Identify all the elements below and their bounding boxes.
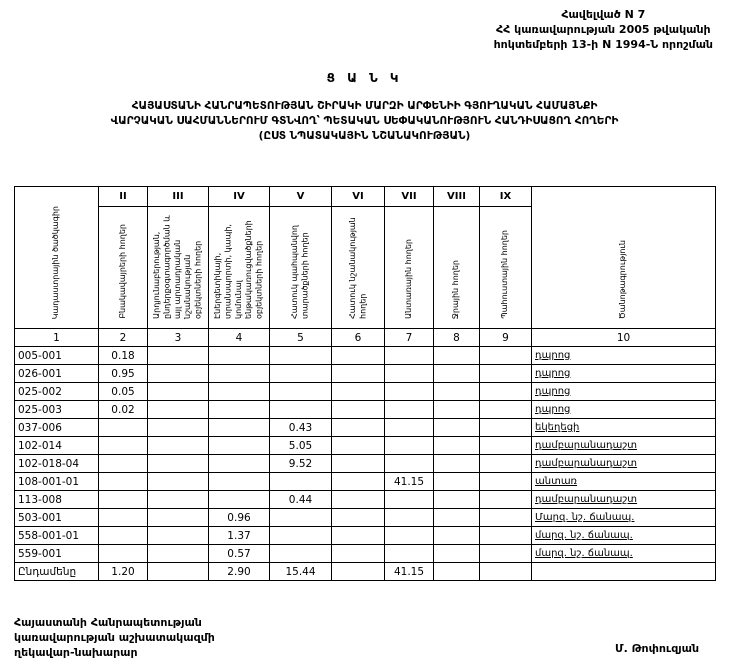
table-row: [15, 527, 716, 545]
note-cell: [532, 509, 716, 527]
area-value-cell: [332, 455, 385, 473]
area-value-cell: [270, 401, 332, 419]
note-text: անտառ: [535, 476, 578, 487]
note-text: դպրոց: [535, 368, 571, 379]
area-value-cell: [148, 563, 209, 581]
table-row: [15, 455, 716, 473]
header-industrial-lands: [148, 207, 209, 329]
total-row: [15, 563, 716, 581]
note-text: դպրոց: [535, 404, 571, 415]
appendix-line-1: Հավելված N 7: [561, 8, 646, 21]
header-note-label: Ծանոթագրություն: [618, 239, 628, 319]
header-water-lands-label: Ջրային հողեր: [451, 259, 461, 319]
note-cell: [532, 455, 716, 473]
header-cadastral-code: [15, 187, 99, 329]
roman-numeral-VII: VII: [385, 187, 434, 207]
cadastral-code-cell: 025-003: [15, 401, 99, 419]
area-value-cell: 41.15: [385, 473, 434, 491]
area-value-cell: 5.05: [270, 437, 332, 455]
area-value-cell: [332, 401, 385, 419]
table-row: [15, 437, 716, 455]
area-value-cell: [434, 509, 480, 527]
note-text: դպրոց: [535, 350, 571, 361]
area-value-cell: [148, 419, 209, 437]
area-value-cell: [480, 491, 532, 509]
area-value-cell: [480, 509, 532, 527]
note-cell: [532, 383, 716, 401]
column-number-4: 4: [209, 329, 270, 347]
area-value-cell: [209, 347, 270, 365]
area-value-cell: [148, 491, 209, 509]
header-protected-lands: [270, 207, 332, 329]
area-value-cell: [209, 365, 270, 383]
area-value-cell: [480, 365, 532, 383]
header-reserve-lands-label: Պահուստային հողեր: [500, 230, 510, 319]
area-value-cell: [480, 473, 532, 491]
note-cell: [532, 563, 716, 581]
area-value-cell: 0.95: [99, 365, 148, 383]
area-value-cell: [480, 455, 532, 473]
area-value-cell: [332, 347, 385, 365]
appendix-line-3: հոկտեմբերի 13-ի N 1994-Ն որոշման: [493, 37, 713, 51]
column-number-1: 1: [15, 329, 99, 347]
table-row: [15, 473, 716, 491]
cadastral-code-cell: 102-014: [15, 437, 99, 455]
column-number-6: 6: [332, 329, 385, 347]
area-value-cell: [385, 509, 434, 527]
table-body: [15, 347, 716, 581]
area-value-cell: [480, 419, 532, 437]
cadastral-code-cell: 102-018-04: [15, 455, 99, 473]
column-number-2: 2: [99, 329, 148, 347]
roman-numeral-II: II: [99, 187, 148, 207]
note-cell: [532, 491, 716, 509]
note-text: մարզ. նշ. ճանապ.: [535, 530, 633, 541]
cadastral-code-cell: 558-001-01: [15, 527, 99, 545]
area-value-cell: [148, 365, 209, 383]
area-value-cell: [332, 527, 385, 545]
area-value-cell: 2.90: [209, 563, 270, 581]
area-value-cell: [434, 455, 480, 473]
area-value-cell: [385, 491, 434, 509]
area-value-cell: 0.43: [270, 419, 332, 437]
area-value-cell: [209, 383, 270, 401]
area-value-cell: [99, 509, 148, 527]
note-text: եկեղեցի: [535, 422, 580, 433]
header-special-purpose-lands-label: Հատուկ նշանակության հողեր: [347, 217, 367, 319]
area-value-cell: [209, 437, 270, 455]
area-value-cell: [385, 347, 434, 365]
area-value-cell: 0.18: [99, 347, 148, 365]
column-number-8: 8: [434, 329, 480, 347]
area-value-cell: 0.05: [99, 383, 148, 401]
note-cell: [532, 347, 716, 365]
header-settlement-lands-label: Բնակավայրերի հողեր: [117, 224, 127, 319]
area-value-cell: 0.44: [270, 491, 332, 509]
header-infrastructure-lands-label: Էներգետիկայի, տրանսպորտի, կապի, կոմունալ ենթակառուցվածքների օբյեկտների հողեր: [213, 220, 264, 319]
header-note: [532, 187, 716, 329]
area-value-cell: [270, 545, 332, 563]
area-value-cell: [480, 401, 532, 419]
document-title-block: [0, 70, 729, 144]
header-industrial-lands-label: Արդյունաբերության, ընդերքօգտագործման և այլ արտադրական նշանակության օբյեկտների հողեր: [152, 215, 203, 319]
area-value-cell: [434, 365, 480, 383]
roman-numeral-III: III: [148, 187, 209, 207]
footer-office-line-1: Հայաստանի Հանրապետության: [14, 616, 202, 629]
table-row: [15, 509, 716, 527]
area-value-cell: [270, 527, 332, 545]
table-row: [15, 545, 716, 563]
area-value-cell: 1.20: [99, 563, 148, 581]
column-number-5: 5: [270, 329, 332, 347]
area-value-cell: [385, 383, 434, 401]
area-value-cell: [99, 527, 148, 545]
cadastral-code-cell: 113-008: [15, 491, 99, 509]
area-value-cell: [332, 509, 385, 527]
column-number-3: 3: [148, 329, 209, 347]
area-value-cell: 0.02: [99, 401, 148, 419]
area-value-cell: [434, 545, 480, 563]
area-value-cell: [434, 473, 480, 491]
document-title-line-3: (ԸՍՏ ՆՊԱՏԱԿԱՅԻՆ ՆՇԱՆԱԿՈՒԹՅԱՆ): [258, 129, 471, 142]
area-value-cell: [332, 365, 385, 383]
area-value-cell: [480, 383, 532, 401]
roman-numeral-row: [15, 187, 716, 207]
area-value-cell: [148, 437, 209, 455]
area-value-cell: [148, 545, 209, 563]
area-value-cell: [385, 365, 434, 383]
area-value-cell: [332, 491, 385, 509]
note-text: Մարզ. նշ. ճանապ.: [535, 512, 635, 523]
signature-name: Մ. Թոփուզյան: [615, 642, 700, 655]
appendix-block: [494, 8, 713, 53]
cadastral-code-cell: 037-006: [15, 419, 99, 437]
area-value-cell: [385, 545, 434, 563]
area-value-cell: [332, 473, 385, 491]
area-value-cell: [270, 383, 332, 401]
land-parcels-table: [14, 186, 716, 581]
area-value-cell: [434, 437, 480, 455]
area-value-cell: [480, 545, 532, 563]
area-value-cell: [385, 419, 434, 437]
note-text: դամբարանադաշտ: [535, 458, 638, 469]
cadastral-code-cell: 025-002: [15, 383, 99, 401]
note-cell: [532, 419, 716, 437]
area-value-cell: [148, 527, 209, 545]
area-value-cell: [332, 563, 385, 581]
roman-numeral-VIII: VIII: [434, 187, 480, 207]
area-value-cell: [434, 491, 480, 509]
note-cell: [532, 527, 716, 545]
area-value-cell: [385, 455, 434, 473]
area-value-cell: [99, 455, 148, 473]
header-protected-lands-label: Հատուկ պահպանվող տարածքների հողեր: [290, 225, 310, 319]
roman-numeral-V: V: [270, 187, 332, 207]
area-value-cell: [270, 509, 332, 527]
area-value-cell: [148, 455, 209, 473]
note-text: մարզ. նշ. ճանապ.: [535, 548, 633, 559]
table-row: [15, 365, 716, 383]
cadastral-code-cell: 559-001: [15, 545, 99, 563]
area-value-cell: [99, 545, 148, 563]
area-value-cell: [209, 419, 270, 437]
document-title-line-1: ՀԱՅԱՍՏԱՆԻ ՀԱՆՐԱՊԵՏՈՒԹՅԱՆ ՇԻՐԱԿԻ ՄԱՐԶԻ ԱՐՓԵՆԻԻ ԳՅՈՒՂԱԿԱՆ ՀԱՄԱՅՆՔԻ: [131, 100, 598, 113]
header-cadastral-code-label: Կադաստրային ծածկագիր: [51, 205, 61, 319]
header-water-lands: [434, 207, 480, 329]
note-cell: [532, 401, 716, 419]
area-value-cell: [148, 383, 209, 401]
footer-office-line-3: ղեկավար-նախարար: [14, 645, 138, 659]
footer-office-line-2: կառավարության աշխատակազմի: [14, 630, 215, 644]
cadastral-code-cell: 005-001: [15, 347, 99, 365]
column-number-10: 10: [532, 329, 716, 347]
area-value-cell: [480, 437, 532, 455]
area-value-cell: [434, 419, 480, 437]
header-reserve-lands: [480, 207, 532, 329]
area-value-cell: [385, 401, 434, 419]
area-value-cell: [209, 455, 270, 473]
area-value-cell: [99, 473, 148, 491]
area-value-cell: [99, 491, 148, 509]
area-value-cell: [480, 347, 532, 365]
note-text: դպրոց: [535, 386, 571, 397]
header-infrastructure-lands: [209, 207, 270, 329]
column-number-row: [15, 329, 716, 347]
note-text: դամբարանադաշտ: [535, 440, 638, 451]
cadastral-code-cell: 503-001: [15, 509, 99, 527]
table-row: [15, 419, 716, 437]
table-row: [15, 491, 716, 509]
roman-numeral-VI: VI: [332, 187, 385, 207]
area-value-cell: [434, 347, 480, 365]
appendix-line-2: ՀՀ կառավարության 2005 թվականի: [496, 22, 711, 36]
note-cell: [532, 365, 716, 383]
column-number-9: 9: [480, 329, 532, 347]
area-value-cell: 15.44: [270, 563, 332, 581]
area-value-cell: [99, 419, 148, 437]
area-value-cell: [332, 545, 385, 563]
header-forest-lands: [385, 207, 434, 329]
area-value-cell: 1.37: [209, 527, 270, 545]
note-text: դամբարանադաշտ: [535, 494, 638, 505]
area-value-cell: [148, 473, 209, 491]
area-value-cell: 0.96: [209, 509, 270, 527]
area-value-cell: [270, 473, 332, 491]
document-title-line-2: ՎԱՐՉԱԿԱՆ ՍԱՀՄԱՆՆԵՐՈՒՄ ԳՏՆՎՈՂ՝ ՊԵՏԱԿԱՆ ՍԵՓԱԿԱՆՈՒԹՅՈՒՆ ՀԱՆԴԻՍԱՑՈՂ ՀՈՂԵՐԻ: [110, 114, 619, 127]
area-value-cell: [480, 527, 532, 545]
area-value-cell: [209, 401, 270, 419]
area-value-cell: 9.52: [270, 455, 332, 473]
area-value-cell: [209, 473, 270, 491]
area-value-cell: [434, 383, 480, 401]
area-value-cell: [99, 437, 148, 455]
header-forest-lands-label: Անտառային հողեր: [403, 239, 413, 319]
area-value-cell: [385, 527, 434, 545]
area-value-cell: [270, 365, 332, 383]
table-row: [15, 401, 716, 419]
area-value-cell: [434, 401, 480, 419]
header-special-purpose-lands: [332, 207, 385, 329]
area-value-cell: [148, 401, 209, 419]
note-cell: [532, 437, 716, 455]
roman-numeral-IV: IV: [209, 187, 270, 207]
area-value-cell: [148, 509, 209, 527]
area-value-cell: [385, 437, 434, 455]
area-value-cell: 0.57: [209, 545, 270, 563]
area-value-cell: 41.15: [385, 563, 434, 581]
document-title-heading: Ց Ա Ն Կ: [326, 71, 403, 85]
area-value-cell: [480, 563, 532, 581]
total-label-cell: Ընդամենը: [15, 563, 99, 581]
header-settlement-lands: [99, 207, 148, 329]
area-value-cell: [148, 347, 209, 365]
table-row: [15, 383, 716, 401]
area-value-cell: [434, 527, 480, 545]
area-value-cell: [332, 419, 385, 437]
area-value-cell: [434, 563, 480, 581]
note-cell: [532, 545, 716, 563]
area-value-cell: [209, 491, 270, 509]
area-value-cell: [332, 437, 385, 455]
area-value-cell: [332, 383, 385, 401]
cadastral-code-cell: 026-001: [15, 365, 99, 383]
table-row: [15, 347, 716, 365]
area-value-cell: [270, 347, 332, 365]
footer-office-block: [14, 616, 215, 661]
roman-numeral-IX: IX: [480, 187, 532, 207]
column-number-7: 7: [385, 329, 434, 347]
cadastral-code-cell: 108-001-01: [15, 473, 99, 491]
note-cell: [532, 473, 716, 491]
